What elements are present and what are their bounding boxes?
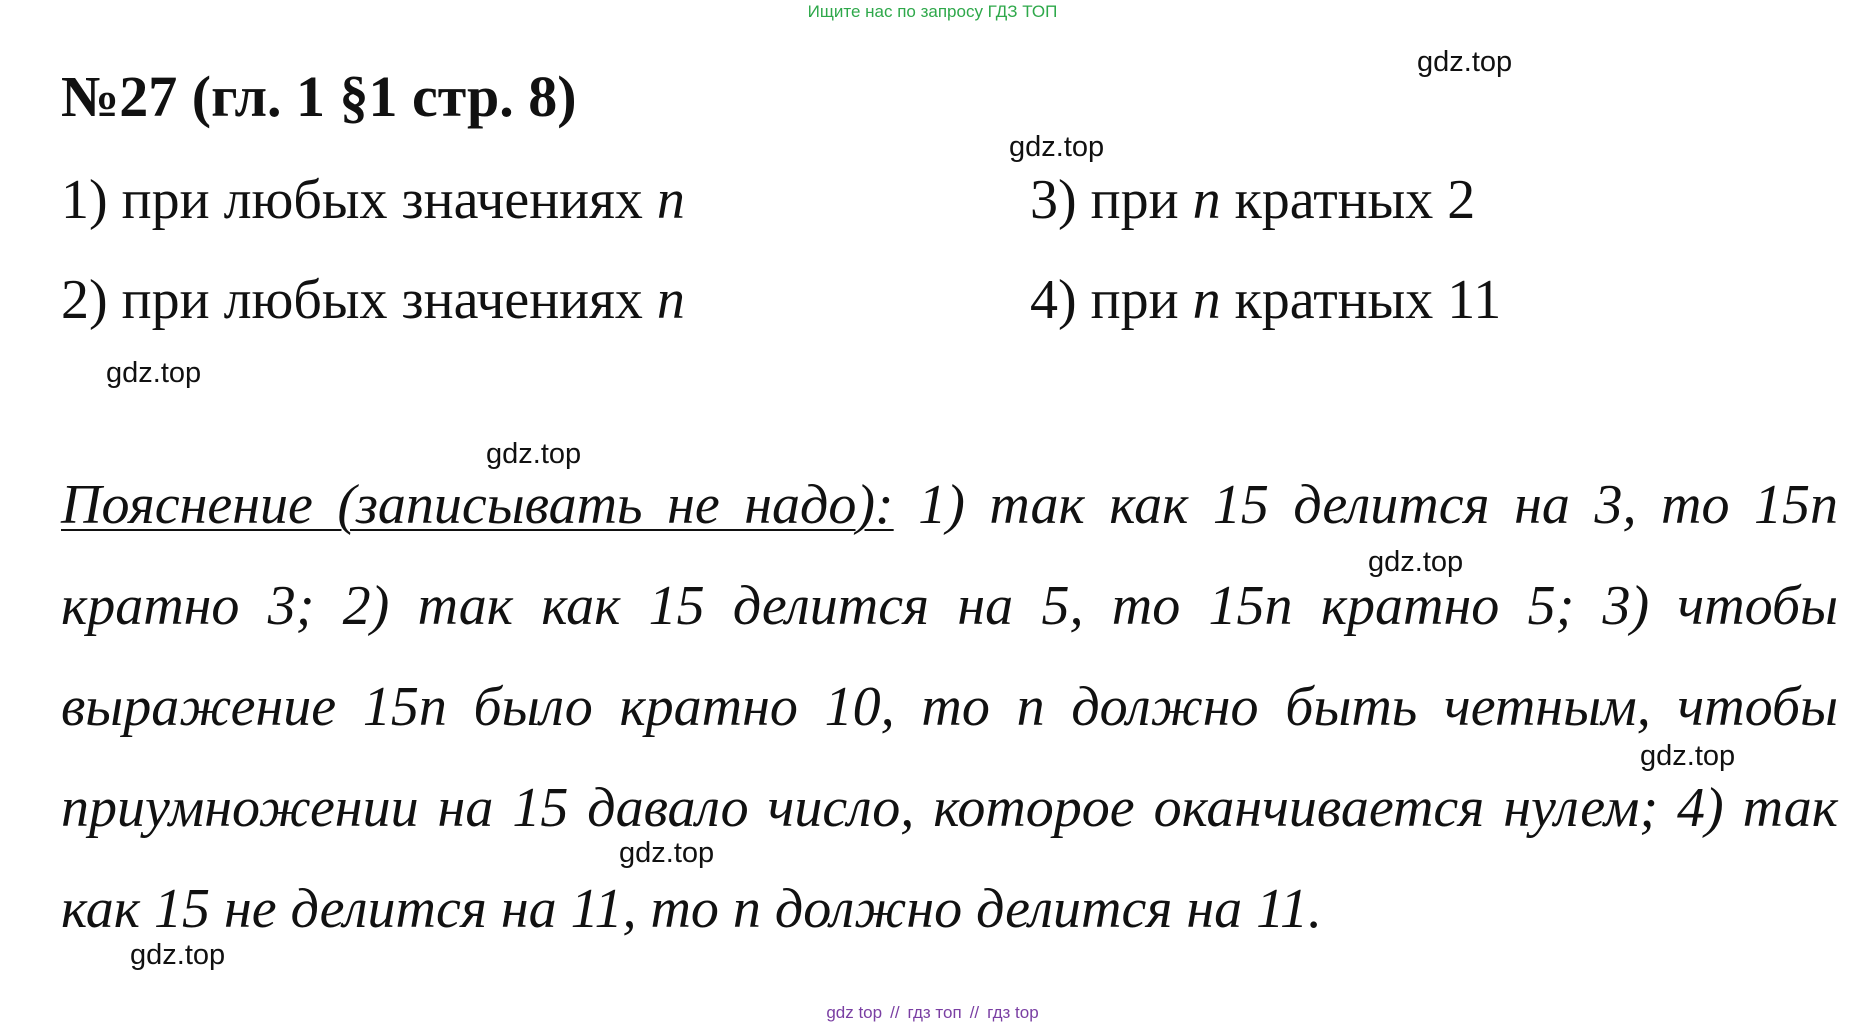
answer-2-prefix: 2) при любых значениях: [61, 269, 657, 331]
watermark: gdz.top: [1009, 131, 1105, 163]
page-title: №27 (гл. 1 §1 стр. 8): [61, 64, 577, 129]
explanation-text: 1) так как 15 делится на 3, то 15n кратно 3; 2) так как 15 делится на 5, то 15n кратно 5; 3) чтобы выражение 15n было кратно 10, то n должно быть четным, чтобы приумножении на 15 давало число, которое оканчивается нулем; 4) так как 15 не делится на 11, то n должно делится на 11.: [61, 474, 1838, 940]
watermark: gdz.top: [130, 939, 226, 971]
answer-3-suffix: кратных 2: [1220, 169, 1476, 231]
answer-4-prefix: 4) при: [1030, 269, 1193, 331]
answer-1-prefix: 1) при любых значениях: [61, 169, 657, 231]
answer-4: [1030, 268, 1501, 332]
explanation-paragraph: [61, 455, 1838, 960]
answer-1: [61, 168, 685, 232]
watermark: gdz.top: [1368, 546, 1464, 578]
answer-4-var: n: [1192, 269, 1221, 331]
explanation-label: Пояснение (записывать не надо):: [61, 474, 894, 536]
bottom-link-3[interactable]: гдз top: [987, 1003, 1039, 1022]
answer-3-prefix: 3) при: [1030, 169, 1193, 231]
watermark: gdz.top: [1640, 740, 1736, 772]
search-hint-banner: Ищите нас по запросу ГДЗ ТОП: [807, 2, 1058, 21]
answer-1-var: n: [656, 169, 685, 231]
bottom-link-1[interactable]: gdz top: [826, 1003, 883, 1022]
watermark: gdz.top: [106, 357, 202, 389]
bottom-link-2[interactable]: гдз топ: [907, 1003, 962, 1022]
watermark: gdz.top: [619, 837, 715, 869]
watermark: gdz.top: [486, 438, 582, 470]
answer-4-suffix: кратных 11: [1220, 269, 1502, 331]
link-separator: //: [890, 1003, 900, 1022]
answer-3: [1030, 168, 1475, 232]
answer-3-var: n: [1192, 169, 1221, 231]
link-separator: //: [969, 1003, 980, 1022]
answer-2: [61, 268, 685, 332]
bottom-links: [0, 1003, 1865, 1023]
answer-2-var: n: [656, 269, 685, 331]
watermark: gdz.top: [1417, 46, 1513, 78]
